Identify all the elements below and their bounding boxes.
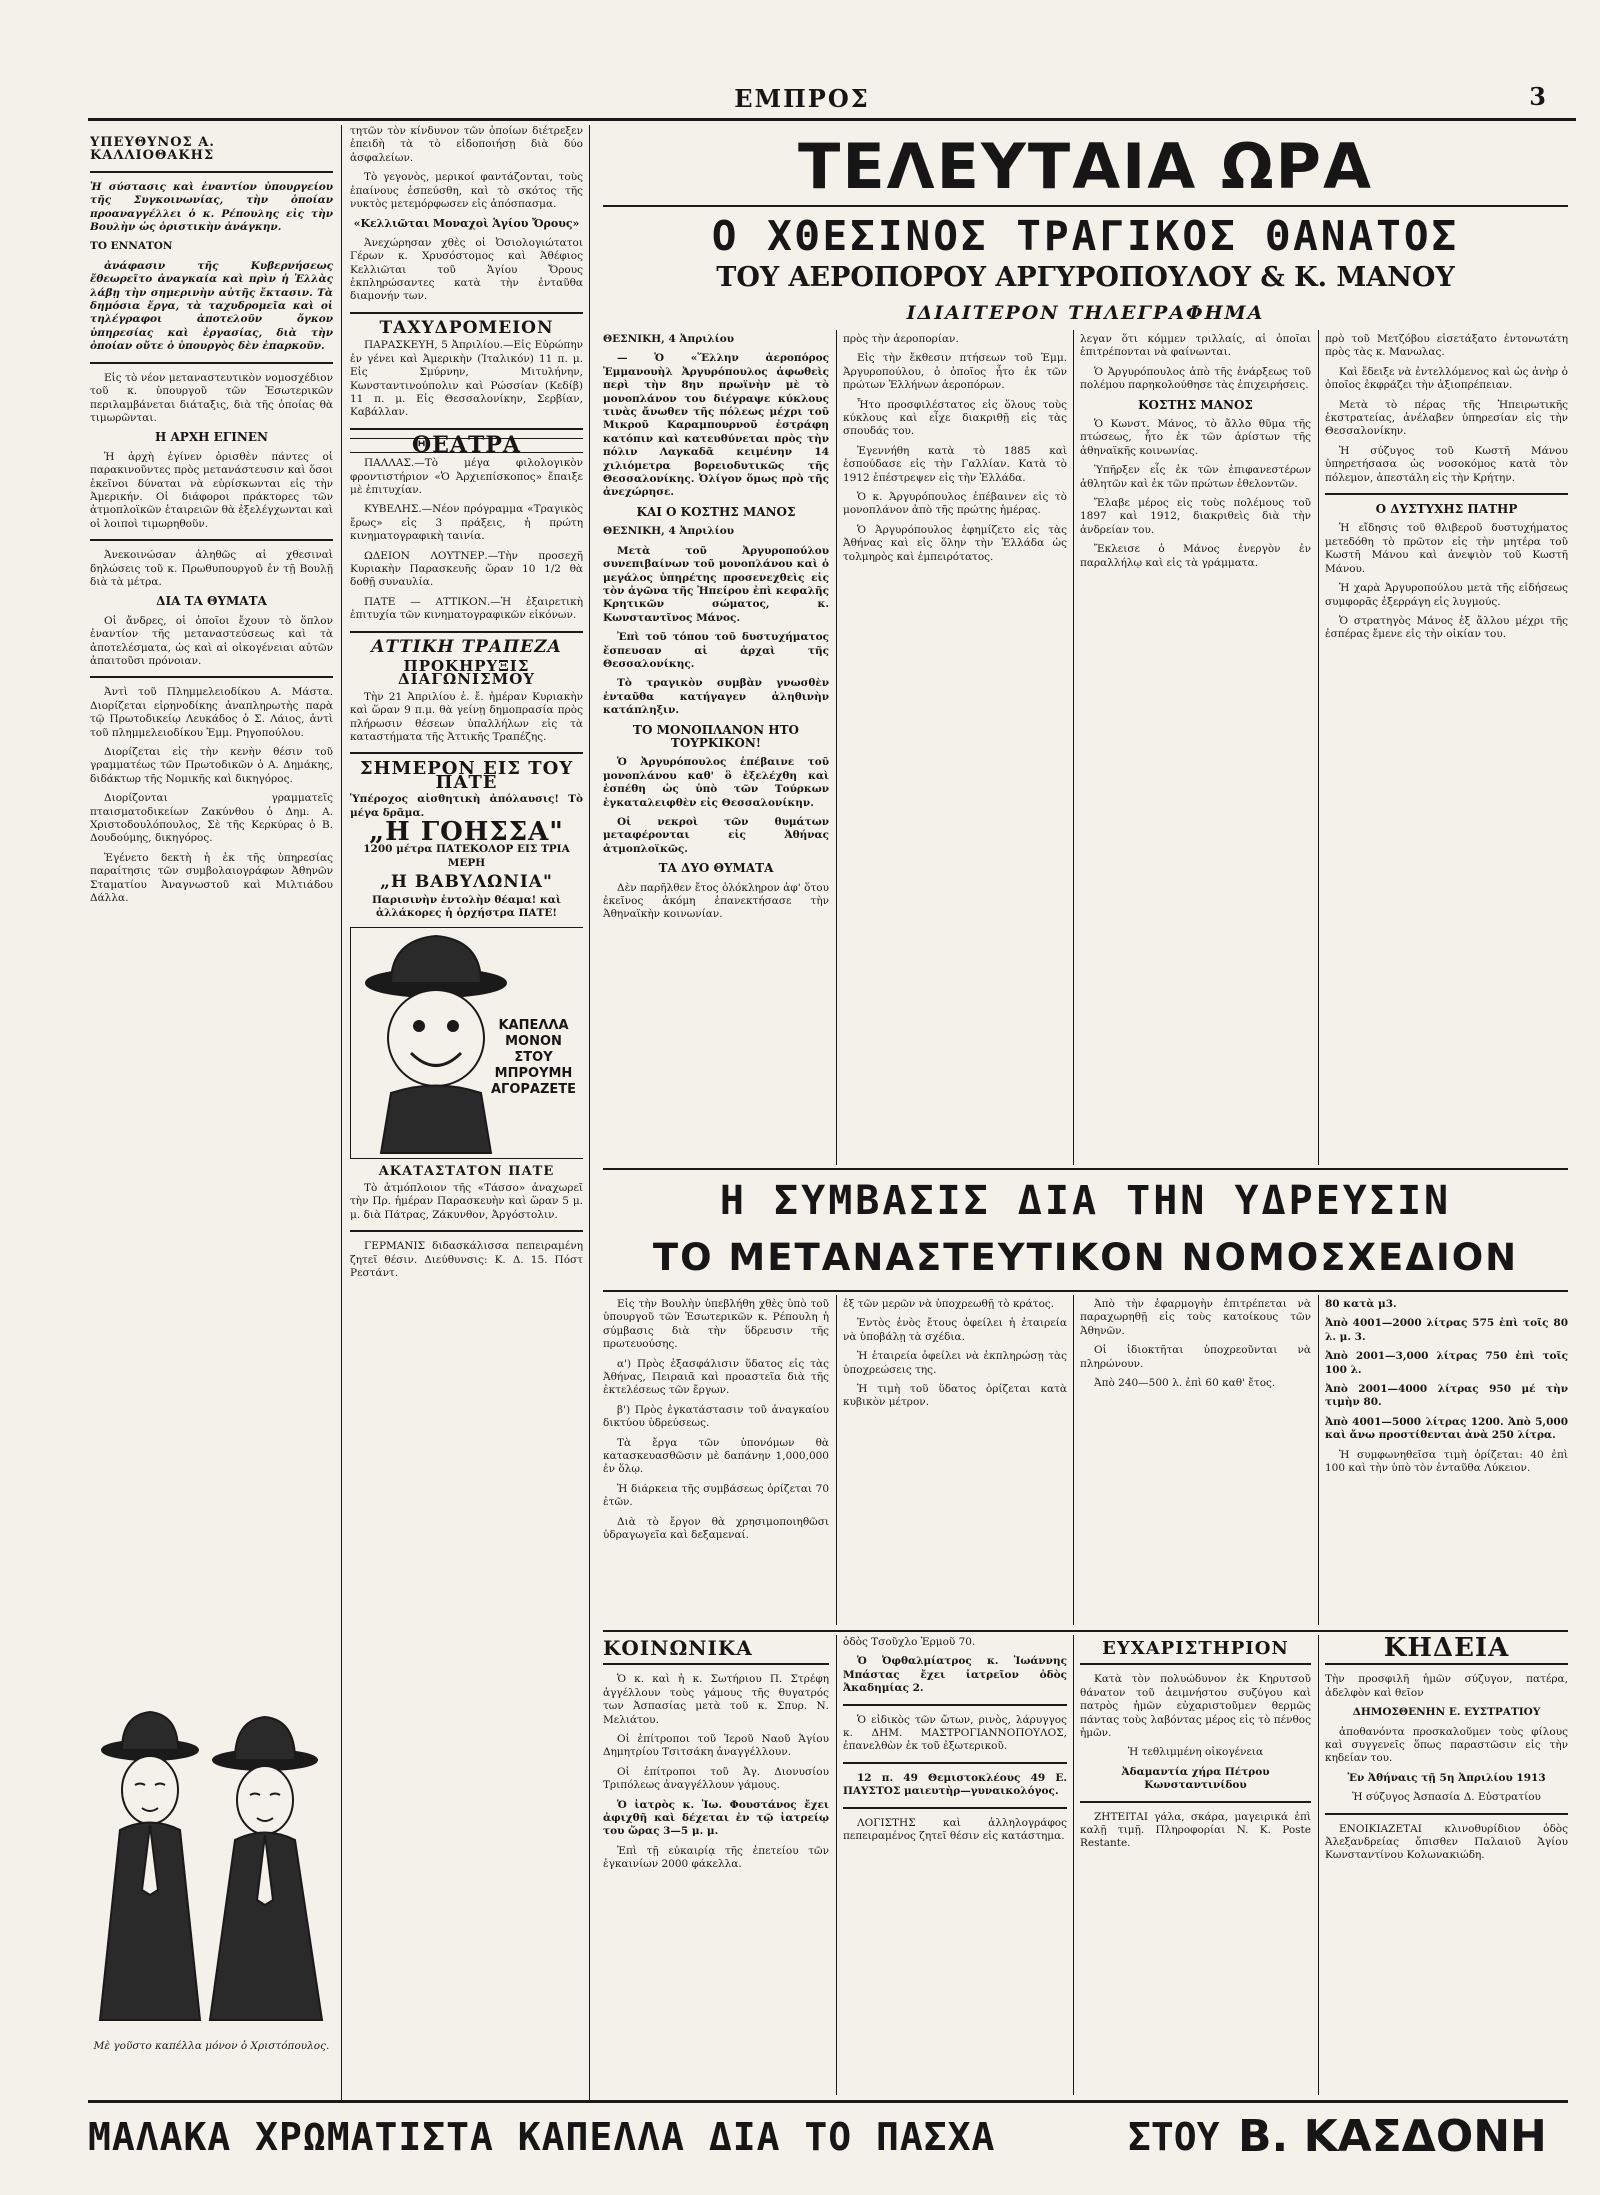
article-paragraph: Οἱ ἐπίτροποι τοῦ Ἱεροῦ Ναοῦ Ἁγίου Δημητρίου Τσιτσάκη ἀναγγέλλουν.: [603, 1733, 829, 1759]
article-paragraph: Ὁ Κωνστ. Μάνος, τὸ ἄλλο θῦμα τῆς πτώσεως, ἦτο ἐκ τῶν ἀρίστων τῆς ἀθηναϊκῆς κοινωνίας.: [1080, 418, 1311, 457]
column-divider: [589, 125, 590, 2100]
subheading: ΚΟΣΤΗΣ ΜΑΝΟΣ: [1138, 397, 1253, 412]
lead-subheading: ΤΟ ΕΝΝΑΤΟΝ: [90, 240, 173, 253]
ship-title: ΑΚΑΤΑΣΤΑΤΟΝ ΠΑΤΕ: [378, 1163, 555, 1179]
lead-paragraph: Ἡ σύστασις καὶ ἐναντίον ὑπουργείου τῆς Συγκοινωνίας, τὴν ὁποίαν προαναγγέλλει ὁ κ. Ρέπουλης εἰς τὴν Βουλὴν ὡς ὁριστικὴν ἀνάγκην.: [90, 180, 333, 234]
article-paragraph: Τὸ τραγικὸν συμβὰν γνωσθὲν ἐνταῦθα κατήγαγεν ἀληθινὴν κατάπληξιν.: [603, 677, 829, 717]
top-rule: [88, 118, 1576, 121]
column-divider: [341, 125, 342, 2100]
breaking-column-4: [1325, 333, 1568, 1163]
article-paragraph: ΕΝΟΙΚΙΑΖΕΤΑΙ κλινοθυρίδιον ὁδὸς Ἀλεξανδρείας ὄπισθεν Παλαιοῦ Ἁγίου Κωνσταντίνου Κολωνακιώδη.: [1325, 1822, 1568, 1862]
obituary-family: Ἡ σύζυγος Ἀσπασία Δ. Εὐστρατίου: [1352, 1791, 1541, 1804]
article-paragraph: Διορίζονται γραμματεῖς πταισματοδικείων Ζακύνθου ὁ Δημ. Α. Χριστοδουλόπουλος, Σὲ τῆς Κερκύρας ὁ Β. Δουδούμης, δικηγόρος.: [90, 792, 333, 845]
signature: Ἡ τεθλιμμένη οἰκογένεια: [1127, 1746, 1264, 1759]
column-divider: [1073, 330, 1074, 1165]
price-line: 80 κατὰ μ3.: [1325, 1298, 1397, 1310]
article-paragraph: Ὁ στρατηγὸς Μάνος ἐξ ἄλλου μέχρι τῆς ἐσπέρας ἔμενε εἰς τὴν οἰκίαν του.: [1325, 614, 1568, 641]
divider: [603, 1663, 829, 1665]
article-paragraph: ὁδὸς Τσοῦχλο Ἑρμοῦ 70.: [843, 1636, 976, 1648]
article-paragraph: Ἐπὶ τοῦ τόπου τοῦ δυστυχήματος ἔσπευσαν αἱ ἀρχαὶ τῆς Θεσσαλονίκης.: [603, 631, 829, 670]
divider: [90, 676, 333, 678]
column-divider: [836, 1635, 837, 2095]
rule: [603, 1168, 1568, 1170]
headline-tragic-death: Ο ΧΘΕΣΙΝΟΣ ΤΡΑΓΙΚΟΣ ΘΑΝΑΤΟΣ: [711, 212, 1460, 260]
column-divider: [1073, 1295, 1074, 1625]
breaking-banner: ΤΕΛΕΥΤΑΙΑ ΩΡΑ: [798, 130, 1373, 200]
article-paragraph: Ἐγεννήθη κατὰ τὸ 1885 καὶ ἐσπούδασε εἰς τὴν Γαλλίαν. Κατὰ τὸ 1912 ἐπέστρεψεν εἰς τὴν Ἑλλάδα.: [843, 444, 1067, 484]
rule: [603, 1630, 1568, 1632]
article-paragraph: πρὸ τοῦ Μετζόβου εἰσετάξατο ἐντονωτάτη πρὸς τὰς κ. Μανωλας.: [1325, 333, 1568, 359]
ad-caption-wrap: [90, 2040, 333, 2059]
article-paragraph: ΓΕΡΜΑΝΙΣ διδασκάλισσα πεπειραμένη ζητεῖ θέσιν. Διεύθυνσις: Κ. Δ. 15. Πόστ Ρεστάντ.: [350, 1240, 583, 1279]
bottom-ad-text: ΣΤΟΥ: [1128, 2115, 1220, 2159]
article-paragraph: Ὑπῆρξεν εἷς ἐκ τῶν ἐπιφανεστέρων ἀθλητῶν καὶ ἐκ τῶν πρώτων ἐθελοντῶν.: [1080, 464, 1311, 490]
pate-title: ΣΗΜΕΡΟΝ ΕΙΣ ΤΟΥ ΠΑΤΕ: [359, 758, 574, 793]
article-paragraph: Οἱ ἄνδρες, οἱ ὁποῖοι ἔχουν τὸ ὅπλον ἐναντίον τῆς μεταναστεύσεως καὶ τὰ ἀποτελέσματα, ὡς καὶ αἱ οἰκογένειαι αὐτῶν ἀπαιτοῦσι πρόνοιαν.: [90, 614, 333, 667]
article-paragraph: ΠΑΤΕ — ΑΤΤΙΚΟΝ.—Ἡ ἐξαιρετικὴ ἐπιτυχία τῶν κινηματογραφικῶν εἰκόνων.: [350, 595, 583, 622]
social-title: ΚΟΙΝΩΝΙΚΑ: [603, 1636, 753, 1660]
article-paragraph: Ὁ ἰατρὸς κ. Ἰω. Φουστάνος ἔχει ἀφιχθῆ καὶ δέχεται ἐν τῷ ἰατρείῳ του ὥρας 3—5 μ. μ.: [603, 1798, 829, 1838]
article-paragraph: ΖΗΤΕΙΤΑΙ γάλα, σκάρα, μαγειρικά ἐπὶ καλῇ τιμῇ. Πληροφορίαι N. K. Poste Restante.: [1080, 1810, 1311, 1850]
headline-aviators: ΤΟΥ ΑΕΡΟΠΟΡΟΥ ΑΡΓΥΡΟΠΟΥΛΟΥ & Κ. ΜΑΝΟΥ: [716, 262, 1455, 293]
divider: [1325, 1813, 1568, 1815]
article-paragraph: Ἡ σύζυγος τοῦ Κωστῆ Μάνου ὑπηρετήσασα ὡς νοσοκόμος κατὰ τὸν πόλεμον, ἀπεστάλη εἰς τὴν Κρήτην.: [1325, 444, 1568, 484]
article-paragraph: Ἦτο προσφιλέστατος εἰς ὅλους τοὺς κύκλους καὶ εἶχε διακριθῇ εἰς τὰς σπουδάς του.: [843, 398, 1067, 438]
dateline: ΘΕΣΝΙΚΗ, 4 Ἀπριλίου: [603, 525, 735, 538]
page-number: 3: [1529, 82, 1546, 111]
dateline: ΘΕΣΝΙΚΗ, 4 Ἀπριλίου: [603, 333, 735, 345]
article-paragraph: 1200 μέτρα ΠΑΤΕΚΟΛΟΡ ΕΙΣ ΤΡΙΑ ΜΕΡΗ: [363, 843, 570, 869]
headline-water-contract: Η ΣΥΜΒΑΣΙΣ ΔΙΑ ΤΗΝ ΥΔΡΕΥΣΙΝ: [719, 1178, 1452, 1224]
article-paragraph: Οἱ ἰδιοκτῆται ὑποχρεοῦνται νὰ πληρώνουν.: [1080, 1344, 1311, 1370]
article-paragraph: Ἡ συμφωνηθεῖσα τιμὴ ὁρίζεται: 40 ἐπὶ 100 καὶ τὴν ὑπὸ τὸν ἐνταῦθα Λύκειον.: [1325, 1448, 1568, 1475]
divider: [90, 171, 333, 173]
article-paragraph: Τὴν 21 Ἀπριλίου ἐ. ἔ. ἡμέραν Κυριακὴν καὶ ὥραν 9 π.μ. θὰ γείνῃ δημοπρασία πρὸς πλήρωσιν θέσεων ὑπαλλήλων εἰς τὰ καταστήματα τῆς Ἀττικῆς Τραπέζης.: [350, 690, 583, 744]
article-paragraph: Ὁ κ. καὶ ἡ κ. Σωτήριου Π. Στρέφη ἀγγέλλουν τοὺς γάμους τῆς θυγατρός των Ἀσπασίας μετὰ τοῦ κ. Σπυρ. Ν. Μελιάτου.: [603, 1673, 829, 1726]
article-paragraph: Ὁ Ὀφθαλμίατρος κ. Ἰωάννης Μπάστας ἔχει ἰατρεῖον ὁδὸς Ἀκαδημίας 2.: [843, 1655, 1067, 1695]
article-paragraph: Ὁ κ. Ἀργυρόπουλος ἐπέβαινεν εἰς τὸ μονοπλάνον ἀπὸ τῆς πρώτης ἡμέρας.: [843, 491, 1067, 517]
article-paragraph: Εἰς τὴν Βουλὴν ὑπεβλήθη χθὲς ὑπὸ τοῦ ὑπουργοῦ τῶν Ἐσωτερικῶν κ. Ρέπουλη ἡ σύμβασις διὰ τὴν ὕδρευσιν τῆς πρωτευούσης.: [603, 1298, 829, 1351]
article-paragraph: Ἡ ἑταιρεία ὀφείλει νὰ ἐκπληρώσῃ τὰς ὑποχρεώσεις της.: [843, 1350, 1067, 1376]
obituary-date: Ἐν Ἀθήναις τῇ 5η Ἀπριλίου 1913: [1347, 1771, 1546, 1784]
article-paragraph: Οἱ νεκροὶ τῶν θυμάτων μεταφέρονται εἰς Ἀθήνας ἀτμοπλοϊκῶς.: [603, 816, 829, 855]
article-paragraph: τητῶν τὸν κίνδυνον τῶν ὁποίων διέτρεξεν ἐπειδὴ τὰ τὸ εἰδοποιήσῃ διὰ δύο ἀσφαλείων.: [350, 125, 583, 164]
divider: [350, 752, 583, 754]
social-column: [603, 1636, 829, 2094]
divider: [843, 1762, 1067, 1764]
divider: [350, 312, 583, 314]
article-paragraph: α') Πρὸς ἐξασφάλισιν ὕδατος εἰς τὰς Ἀθήνας, Πειραιᾶ καὶ προαστεῖα διὰ τῆς ἐκτελέσεως τῶν ἔργων.: [603, 1357, 829, 1397]
article-paragraph: Ὁ Ἀργυρόπουλος ἐπέβαινε τοῦ μονοπλάνου καθ' ὃ ἐξελέχθη καὶ ἐσπέθη ὡς ὑπὸ τῶν Τούρκων ἐγκαταλειφθὲν εἰς Θεσσαλονίκην.: [603, 756, 829, 809]
article-paragraph: Ὁ εἰδικὸς τῶν ὤτων, ρινὸς, λάρυγγος κ. ΔΗΜ. ΜΑΣΤΡΟΓΙΑΝΝΟΠΟΥΛΟΣ, ἐπανελθὼν ἐκ τοῦ ἐξωτερικοῦ.: [843, 1713, 1067, 1753]
article-paragraph: Ἡ τιμὴ τοῦ ὕδατος ὁρίζεται κατὰ κυβικὸν μέτρον.: [843, 1383, 1067, 1409]
bottom-advertisement: [88, 2100, 1568, 2173]
divider: [350, 428, 583, 430]
divider: [843, 1807, 1067, 1809]
water-column-1: [603, 1298, 829, 1623]
subheading: ΤΟ ΜΟΝΟΠΛΑΝΟΝ ΗΤΟ ΤΟΥΡΚΙΚΟΝ!: [633, 722, 799, 750]
article-paragraph: Ἀνεκοινώσαν ἀληθῶς αἱ χθεσιναὶ δηλώσεις τοῦ κ. Πρωθυπουργοῦ ἐν τῇ Βουλῇ διὰ τὰ μέτρα.: [90, 549, 333, 588]
left-column: [90, 130, 333, 1670]
thanks-column: [1080, 1636, 1311, 2094]
water-column-3: [1080, 1298, 1311, 1623]
column-divider: [1073, 1635, 1074, 2095]
article-paragraph: Διὰ τὸ ἔργον θὰ χρησιμοποιηθῶσι ὑδραγωγεῖα καὶ δεξαμεναί.: [603, 1515, 829, 1542]
water-column-2: [843, 1298, 1067, 1623]
thanks-title: ΕΥΧΑΡΙΣΤΗΡΙΟΝ: [1102, 1638, 1289, 1659]
notices-column: [843, 1636, 1067, 2094]
article-paragraph: Ἀπὸ 240—500 λ. ἐπὶ 60 καθ' ἔτος.: [1094, 1377, 1276, 1390]
author-title: ΥΠΕΥΘΥΝΟΣ Α. ΚΑΛΛΙΟΘΑΚΗΣ: [90, 135, 215, 164]
telegram-subhead: ΙΔΙΑΙΤΕΡΟΝ ΤΗΛΕΓΡΑΦΗΜΑ: [906, 302, 1265, 324]
article-paragraph: 12 π. 49 Θεμιστοκλέους 49 Ε. ΠΑΥΣΤΟΣ μαιευτὴρ—γυναικολόγος.: [843, 1771, 1067, 1798]
article-paragraph: ἐξ τῶν μερῶν νὰ ὑποχρεωθῇ τὸ κράτος.: [843, 1298, 1055, 1310]
article-paragraph: Μετὰ τοῦ Ἀργυροπούλου συνεπιβαίνων τοῦ μονοπλάνου καὶ ὁ μεγάλος ὑπηρέτης προσενεχθεὶς εἰς τὸν ἀγῶνα τῆς Ἠπείρου ἐπὶ κεφαλῆς Κρητικῶν σώματος, κ. Κωνσταντῖνος Μάνος.: [603, 544, 829, 624]
subheading: Ο ΔΥΣΤΥΧΗΣ ΠΑΤΗΡ: [1375, 502, 1518, 517]
headline-emigration-bill: ΤΟ ΜΕΤΑΝΑΣΤΕΥΤΙΚΟΝ ΝΟΜΟΣΧΕΔΙΟΝ: [652, 1236, 1519, 1279]
article-paragraph: Δὲν παρῆλθεν ἔτος ὁλόκληρον ἀφ' ὅτου ἐκεῖνος ἀκόμη ἐπανεκτήσασε τὴν Ἀθηναϊκὴν κοινωνίαν.: [603, 881, 829, 921]
price-line: Ἀπὸ 4001—5000 λίτρας 1200. Ἀπὸ 5,000 καὶ ἄνω προστίθενται ἀνὰ 250 λίτρα.: [1325, 1415, 1568, 1442]
article-paragraph: Ἐγένετο δεκτὴ ἡ ἐκ τῆς ὑπηρεσίας παραίτησις τῶν συμβολαιογράφων Ἀθηνῶν Σταματίου Ἀναγνωστοῦ καὶ Μιλτιάδου Δάλλα.: [90, 851, 333, 905]
article-paragraph: ΩΔΕΙΟΝ ΛΟΥΤΝΕΡ.—Τὴν προσεχῆ Κυριακὴν Παρασκευῆς ὥραν 10 1/2 θὰ δοθῇ συναυλία.: [350, 549, 583, 589]
article-paragraph: Ἔλαβε μέρος εἰς τοὺς πολέμους τοῦ 1897 καὶ 1912, διακριθεὶς διὰ τὴν ἀνδρείαν του.: [1080, 497, 1311, 536]
article-paragraph: Οἱ ἐπίτροποι τοῦ Ἀγ. Διονυσίου Τριπόλεως ἀναγγέλλουν γάμους.: [603, 1765, 829, 1792]
hat-ad-illustration: [90, 1690, 333, 2070]
column-divider: [836, 1295, 837, 1625]
column-divider: [1318, 1635, 1319, 2095]
article-paragraph: Ὑπέροχος αἰσθητικὴ ἀπόλαυσις! Τὸ μέγα δρᾶμα.: [350, 793, 583, 819]
bank-subtitle: ΠΡΟΚΗΡΥΞΙΣ ΔΙΑΓΩΝΙΣΜΟΥ: [397, 657, 535, 689]
article-paragraph: Τὰ ἔργα τῶν ὑπονόμων θὰ κατασκευασθῶσιν μὲ δαπάνην 1,000,000 ἐν ὅλῳ.: [603, 1436, 829, 1476]
article-paragraph: Ἡ χαρὰ Ἀργυροπούλου μετὰ τῆς εἰδήσεως συμφορᾶς ἐξερράγη εἰς λυγμούς.: [1325, 582, 1568, 608]
deceased-name: ΔΗΜΟΣΘΕΝΗΝ Ε. ΕΥΣΤΡΑΤΙΟΥ: [1352, 1706, 1541, 1719]
article-paragraph: Ἡ εἴδησις τοῦ θλιβεροῦ δυστυχήματος μετεδόθη τὸ πρῶτον εἰς τὴν μητέρα τοῦ Κωστῆ Μάνου καὶ ἀνεψιὸν τοῦ Κωστῆ Μάνου.: [1325, 522, 1568, 575]
breaking-column-1: [603, 333, 829, 1163]
column-divider: [836, 330, 837, 1165]
second-column: [350, 125, 583, 2100]
theatre-title: ΘΕΑΤΡΑ: [350, 438, 583, 453]
subheading: ΚΑΙ Ο ΚΟΣΤΗΣ ΜΑΝΟΣ: [636, 504, 796, 519]
article-paragraph: Ἀπὸ τὴν ἐφαρμογὴν ἐπιτρέπεται νὰ παραχωρηθῇ εἰς τοὺς κατοίκους τῶν Ἀθηνῶν.: [1080, 1298, 1311, 1337]
breaking-column-3: [1080, 333, 1311, 1163]
newspaper-name: ΕΜΠΡΟΣ: [734, 84, 870, 113]
article-paragraph: λεγαν ὅτι κόμμεν τριλλαίς, αἱ ὁποῖαι ἐπιτρέπονται νὰ φαίνωνται.: [1080, 333, 1311, 359]
article-paragraph: ἀνάφασιν τῆς Κυβερνήσεως ἔθεωρεῖτο ἀναγκαία καὶ πρὶν ἡ Ἑλλὰς λάβῃ τὴν σημερινὴν αὐτῆς ἔκτασιν. Τὰ δημόσια ἔργα, τὰ ταχυδρομεῖα καὶ οἱ τηλέγραφοι ἀποτελοῦν ὄγκον ὑπηρεσίας καὶ ἐργασίας, διὰ τὴν ὁποίαν οὔτε ὁ ὑπουργὸς δὲν ἐπαρκοῦν.: [90, 259, 333, 353]
divider: [1080, 1801, 1311, 1803]
article-paragraph: ΚΥΒΕΛΗΣ.—Νέον πρόγραμμα «Τραγικὸς ἔρως» εἰς 3 πράξεις, ἡ πρώτη κινηματογραφικὴ ταινία.: [350, 503, 583, 543]
post-office-title: ΤΑΧΥΔΡΟΜΕΙΟΝ: [379, 317, 554, 338]
bottom-ad-text: ΜΑΛΑΚΑ ΧΡΩΜΑΤΙΣΤΑ ΚΑΠΕΛΛΑ ΔΙΑ ΤΟ ΠΑΣΧΑ: [88, 2115, 996, 2159]
divider: [1325, 493, 1568, 495]
article-paragraph: ἀποθανόντα προσκαλοῦμεν τοὺς φίλους καὶ συγγενεῖς ὅπως παραστῶσιν εἰς τὴν κηδείαν του.: [1325, 1725, 1568, 1765]
bank-title: ΑΤΤΙΚΗ ΤΡΑΠΕΖΑ: [371, 636, 562, 657]
subheading: ΤΑ ΔΥΟ ΘΥΜΑΤΑ: [658, 861, 774, 876]
article-paragraph: — Ὁ «Ἕλλην ἀεροπόρος Ἐμμανουὴλ Ἀργυρόπουλος ἀφωθεὶς περὶ τὴν 8ην πρωϊνὴν μὲ τὸ μονοπλάνον του διέγραψε κύκλους τινὰς ἄνωθεν τῆς πόλεως μέχρι τοῦ Μικροῦ Καραμπουρνοῦ ἐστράφη κατόπιν καὶ κατευθύνεται πρὸς τὴν πόλιν Λαγκαδᾶ κειμένην 14 χιλιόμετρα βορειοδυτικῶς τῆς Θεσσαλονίκης. Ὀλίγον ὅμως πρὸ τῆς ἀνεχώρησε.: [603, 352, 829, 499]
newspaper-page: [28, 0, 1576, 2195]
article-paragraph: β') Πρὸς ἐγκατάστασιν τοῦ ἀναγκαίου δικτύου ὑδρεύσεως.: [603, 1403, 829, 1430]
article-paragraph: Τὸ ἀτμόπλοιον τῆς «Τάσσο» ἀναχωρεῖ τὴν Πρ. ἡμέραν Παρασκευὴν καὶ ὥραν 5 μ. μ. διὰ Πάτρας, Ζάκυνθον, Ἀργόστολιν.: [350, 1181, 583, 1221]
article-paragraph: Παρισινὴν ἐντολὴν θέαμα! καὶ ἀλλάκορες ἡ ὀρχήστρα ΠΑΤΕ!: [372, 893, 561, 920]
article-paragraph: Ὁ Ἀργυρόπουλος ἀπὸ τῆς ἐνάρξεως τοῦ πολέμου παρηκολούθησε τὰς ἐπιχειρήσεις.: [1080, 365, 1311, 392]
subheading: ΔΙΑ ΤΑ ΘΥΜΑΤΑ: [156, 594, 267, 609]
divider: [1325, 1663, 1568, 1665]
article-paragraph: Ἡ διάρκεια τῆς συμβάσεως ὁρίζεται 70 ἐτῶν.: [603, 1482, 829, 1509]
film-title-gossa: „Η ΓΟΗΣΣΑ": [369, 817, 564, 848]
article-paragraph: Ἀνεχώρησαν χθὲς οἱ Ὀσιολογιώτατοι Γέρων κ. Χρυσόστομος καὶ Ἀθέφιος Κελλιῶται τοῦ Ἁγίου Ὄρους ἐκπληρώσαντες κατὰ τὴν ἐνταῦθα διαμονήν των.: [350, 236, 583, 303]
article-paragraph: Μετὰ τὸ πέρας τῆς Ἠπειρωτικῆς ἐκστρατείας, ἀνέλαβεν ὑπηρεσίαν εἰς τὴν Θεσσαλονίκην.: [1325, 398, 1568, 438]
men-in-hats-icon: [90, 1690, 333, 2040]
film-title-babylon: „Η ΒΑΒΥΛΩΝΙΑ": [380, 872, 553, 893]
article-paragraph: Ὁ Ἀργυρόπουλος ἐφημίζετο εἰς τὰς Ἀθήνας καὶ εἰς ὅλην τὴν Ἑλλάδα ὡς τολμηρὸς καὶ ἐμπειρότατος.: [843, 523, 1067, 563]
obituary-column: [1325, 1636, 1568, 2094]
divider: [90, 362, 333, 364]
obituary-title: ΚΗΔΕΙΑ: [1383, 1636, 1510, 1663]
column-divider: [1318, 330, 1319, 1165]
ad-caption: Μὲ γοῦστο καπέλλα μόνον ὁ Χριστόπουλος.: [93, 2040, 330, 2052]
article-paragraph: Εἰς τὸ νέον μεταναστευτικὸν νομοσχέδιον τοῦ κ. ὑπουργοῦ τῶν Ἐσωτερικῶν περιλαμβάνεται διάταξις, διὰ τῆς ὁποίας θὰ τιμωρῶνται.: [90, 371, 333, 424]
article-paragraph: ΛΟΓΙΣΤΗΣ καὶ ἀλληλογράφος πεπειραμένος ζητεῖ θέσιν εἰς κατάστημα.: [843, 1816, 1067, 1843]
article-paragraph: Ἐντὸς ἑνὸς ἔτους ὀφείλει ἡ ἑταιρεία νὰ ὑποβάλῃ τὰ σχέδια.: [843, 1317, 1067, 1343]
water-column-4: [1325, 1298, 1568, 1623]
signature-name: Ἀδαμαντία χήρα Πέτρου Κωνσταντινίδου: [1121, 1765, 1270, 1792]
divider: [843, 1704, 1067, 1706]
divider: [350, 631, 583, 633]
price-line: Ἀπὸ 2001—3,000 λίτρας 750 ἐπὶ τοῖς 100 λ.: [1325, 1350, 1568, 1376]
article-paragraph: Τὴν προσφιλῆ ἡμῶν σύζυγον, πατέρα, ἀδελφὸν καὶ θεῖον: [1325, 1673, 1568, 1699]
rule: [603, 205, 1568, 207]
article-paragraph: Τὸ γεγονὸς, μερικοί φαντάζονται, τοὺς ἐπαίνους ἐσπεύσθη, καὶ τὸ σκότος τῆς νυκτὸς μετεμόρφωσεν εἰς ἀπόσπασμα.: [350, 171, 583, 211]
article-paragraph: Εἰς τὴν ἔκθεσιν πτήσεων τοῦ Ἐμμ. Ἀργυροπούλου, ὁ ὁποῖος ἦτο ἐκ τῶν πρώτων Ἑλλήνων ἀεροπόρων.: [843, 352, 1067, 392]
price-line: Ἀπὸ 2001—4000 λίτρας 950 μέ τὴν τιμὴν 80.: [1325, 1383, 1568, 1409]
bottom-ad-brand: Β. ΚΑΣΔΟΝΗ: [1238, 2111, 1547, 2162]
subheading: «Κελλιῶται Μοναχοὶ Ἁγίου Ὄρους»: [353, 217, 580, 231]
article-paragraph: Κατὰ τὸν πολυώδυνον ἐκ Κηρυτσοῦ θάνατον τοῦ ἀειμνήστου συζύγου καὶ πατρὸς ἡμῶν εὐχαριστοῦμεν θερμῶς πάντας τοὺς λαβόντας μέρος εἰς τὸ πένθος ἡμῶν.: [1080, 1673, 1311, 1740]
article-paragraph: Καὶ ἔδειξε νὰ ἐντελλόμενος καὶ ὡς ἀνὴρ ὁ ὁποῖος ἐκφράζει τὴν ἀξιοπρέπειαν.: [1325, 365, 1568, 392]
divider: [350, 1230, 583, 1232]
divider: [90, 539, 333, 541]
article-paragraph: πρὸς τὴν ἀεροπορίαν.: [843, 333, 959, 345]
hat-ad-text: ΚΑΠΕΛΛΑ ΜΟΝΟΝ ΣΤΟΥ ΜΠΡΟΥΜΗ ΑΓΟΡΑΖΕΤΕ: [490, 1017, 577, 1097]
article-paragraph: Ἀντὶ τοῦ Πλημμελειοδίκου Α. Μάστα. Διορίζεται εἰρηνοδίκης ἀναπληρωτὴς παρὰ τῷ Πρωτοδικείῳ Λευκάδος ὁ Σ. Λάιος, ἀντὶ τοῦ πλημμελειοδίκου Ἐμμ. Ρηγοπούλου.: [90, 686, 333, 739]
divider: [1080, 1663, 1311, 1665]
article-paragraph: Διορίζεται εἰς τὴν κενὴν θέσιν τοῦ γραμματέως τῶν Πρωτοδικῶν ὁ Α. Δημάκης, διδάκτωρ τῆς Νομικῆς καὶ δικηγόρος.: [90, 746, 333, 785]
article-paragraph: Ἡ ἀρχὴ ἐγίνεν ὁρισθὲν πάντες οἱ παρακινοῦντες πρὸς μετανάστευσιν καὶ ὅσοι ἐκεῖνοι δύναται νὰ εὑρίσκωνται εἰς τὴν Ἀμερικήν. Οἱ διάφοροι πράκτορες τῶν ἀτμοπλοϊκῶν ἑταιρειῶν θὰ ἐξελέγχωνται καὶ οἱ λοιποὶ τιμωρηθοῦν.: [90, 450, 333, 530]
article-paragraph: ΠΑΛΛΑΣ.—Τὸ μέγα φιλολογικὸν φροντιστήριον «Ὁ Ἀρχιεπίσκοπος» ἔπαιξε μὲ ἐπιτυχίαν.: [350, 457, 583, 496]
subheading: Η ΑΡΧΗ ΕΓΙΝΕΝ: [154, 430, 269, 445]
price-line: Ἀπὸ 4001—2000 λίτρας 575 ἐπὶ τοῖς 80 λ. μ. 3.: [1325, 1317, 1568, 1343]
breaking-column-2: [843, 333, 1067, 1163]
article-paragraph: ΠΑΡΑΣΚΕΥΗ, 5 Ἀπριλίου.—Εἰς Εὐρώπην ἐν γένει καὶ Ἀμερικὴν (Ἰταλικόν) 11 π. μ. Εἰς Σμύρνην, Μιτυλήνην, Κωνσταντινούπολιν καὶ Ρώσσίαν (Κεδίβ) 11 π. μ. Εἰς Θεσσαλονίκην, Σερβίαν, Καβάλλαν.: [350, 339, 583, 419]
masthead: [28, 80, 1576, 120]
rule: [603, 1290, 1568, 1292]
column-divider: [1318, 1295, 1319, 1625]
hat-shop-ad: [350, 927, 583, 1159]
article-paragraph: Ἐπὶ τῇ εὐκαιρίᾳ τῆς ἐπετείου τῶν ἐγκαινίων 2000 φάκελλα.: [603, 1844, 829, 1871]
article-paragraph: Ἔκλεισε ὁ Μάνος ἐνεργὸν ἐν παραλλήλῳ καὶ εἰς τὰ γράμματα.: [1080, 543, 1311, 569]
